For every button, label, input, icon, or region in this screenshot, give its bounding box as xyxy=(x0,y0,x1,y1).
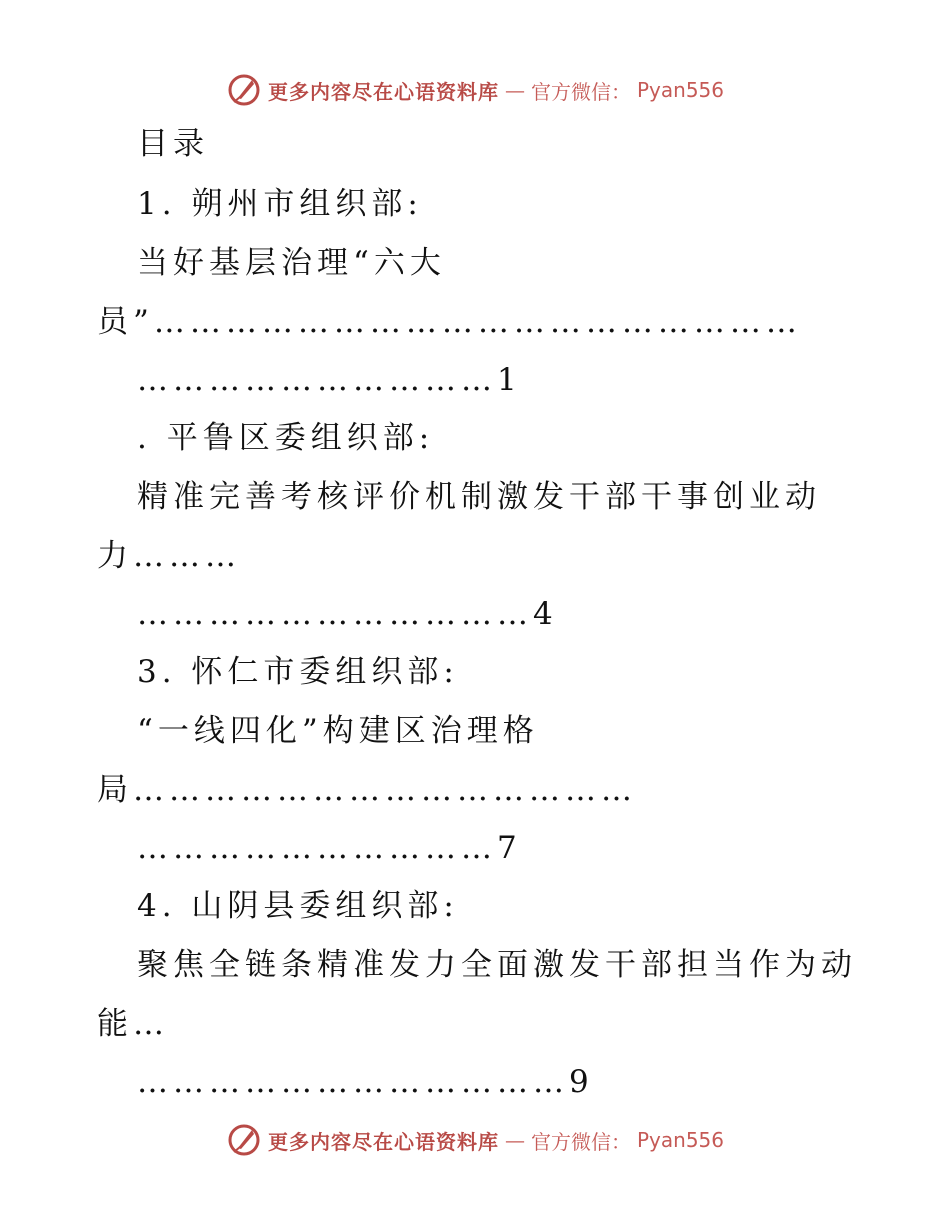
toc-entry-3-title: “一线四化”构建区治理格 xyxy=(137,713,539,749)
quill-logo-icon xyxy=(226,1122,262,1158)
toc-entry-4-page: ………………………………9 xyxy=(137,1064,594,1100)
toc-entry-3-number: 3. 怀仁市委组织部: xyxy=(137,654,459,690)
toc-heading: 目录 xyxy=(137,126,209,162)
watermark-brand: 更多内容尽在心语资料库 xyxy=(267,1129,499,1154)
watermark-top xyxy=(0,70,950,110)
toc-entry-4-title: 聚焦全链条精准发力全面激发干部担当作为动 xyxy=(137,947,857,983)
toc-entry-2-page: ……………………………4 xyxy=(137,596,558,632)
toc-entry-1-page: …………………………1 xyxy=(137,362,522,398)
watermark-bottom xyxy=(0,1120,950,1160)
toc-entry-2-number: . 平鲁区委组织部: xyxy=(137,420,435,456)
toc-entry-1-number: 1. 朔州市组织部: xyxy=(137,186,423,222)
toc-entry-4-title-cont: 能… xyxy=(97,1006,169,1042)
toc-entry-1-title: 当好基层治理“六大 xyxy=(137,245,446,281)
watermark-contact-label: 官方微信： xyxy=(530,1129,631,1154)
watermark-dash: — xyxy=(504,78,525,102)
watermark-dash: — xyxy=(504,1128,525,1152)
quill-logo-icon xyxy=(226,72,262,108)
toc-entry-1-title-cont: 员”……………………………………………… xyxy=(97,304,802,340)
watermark-handle: Pyan556 xyxy=(636,1128,724,1152)
watermark-handle: Pyan556 xyxy=(636,78,724,102)
watermark-brand: 更多内容尽在心语资料库 xyxy=(267,79,499,104)
toc-entry-4-number: 4. 山阴县委组织部: xyxy=(137,888,459,924)
toc-entry-3-page: …………………………7 xyxy=(137,830,522,866)
toc-entry-3-title-cont: 局…………………………………… xyxy=(97,772,637,808)
toc-entry-2-title: 精准完善考核评价机制激发干部干事创业动 xyxy=(137,479,821,515)
toc-entry-2-title-cont: 力……… xyxy=(97,538,241,574)
watermark-contact-label: 官方微信： xyxy=(530,79,631,104)
